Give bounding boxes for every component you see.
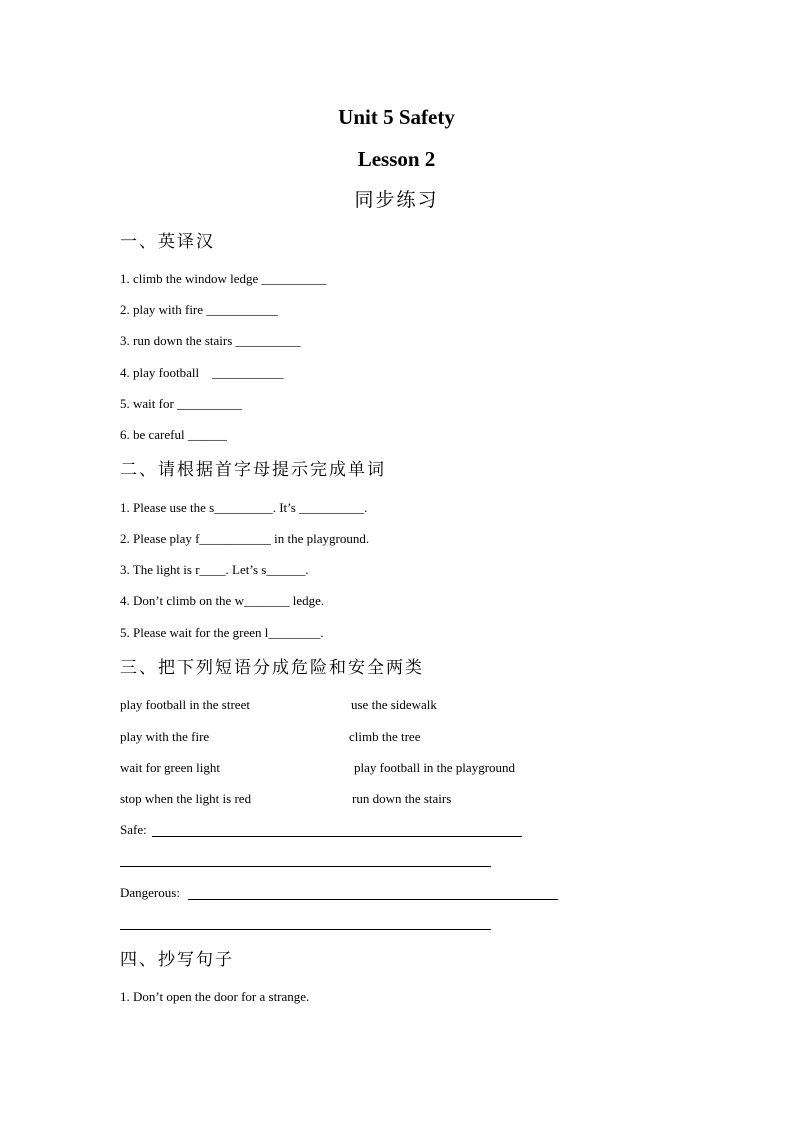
section2-item: 1. Please use the s_________. It’s __________. — [120, 500, 368, 515]
section1-heading: 一、英译汉 — [120, 232, 215, 252]
section1-item: 1. climb the window ledge __________ — [120, 271, 327, 286]
section2-item: 4. Don’t climb on the w_______ ledge. — [120, 593, 325, 608]
section4-heading: 四、抄写句子 — [120, 950, 234, 970]
section1-item: 4. play football ___________ — [120, 365, 284, 380]
safe-answer-line-2[interactable] — [120, 866, 491, 867]
page-subtitle: 同步练习 — [354, 189, 439, 211]
phrase-right: play football in the playground — [354, 760, 516, 775]
phrase-right: run down the stairs — [352, 791, 452, 806]
phrase-right: climb the tree — [349, 729, 421, 744]
section1-item: 5. wait for __________ — [120, 396, 243, 411]
dangerous-answer-line-2[interactable] — [120, 929, 491, 930]
safe-label: Safe: — [120, 822, 147, 837]
section2-item: 2. Please play f___________ in the playground. — [120, 531, 370, 546]
section2-item: 3. The light is r____. Let’s s______. — [120, 562, 309, 577]
section2-item: 5. Please wait for the green l________. — [120, 625, 324, 640]
safe-answer-line[interactable] — [152, 836, 522, 837]
section1-item: 3. run down the stairs __________ — [120, 333, 301, 348]
lesson-title: Lesson 2 — [357, 147, 436, 171]
phrase-left: stop when the light is red — [120, 791, 252, 806]
page-title: Unit 5 Safety — [338, 105, 455, 129]
dangerous-label: Dangerous: — [120, 885, 180, 900]
section2-heading: 二、请根据首字母提示完成单词 — [120, 460, 386, 480]
section1-item: 6. be careful ______ — [120, 427, 227, 442]
phrase-left: play football in the street — [120, 697, 250, 712]
section1-item: 2. play with fire ___________ — [120, 302, 278, 317]
section3-heading: 三、把下列短语分成危险和安全两类 — [120, 658, 424, 678]
phrase-right: use the sidewalk — [351, 697, 437, 712]
phrase-left: wait for green light — [120, 760, 220, 775]
dangerous-answer-line[interactable] — [188, 899, 558, 900]
section4-item: 1. Don’t open the door for a strange. — [120, 989, 310, 1004]
phrase-left: play with the fire — [120, 729, 210, 744]
